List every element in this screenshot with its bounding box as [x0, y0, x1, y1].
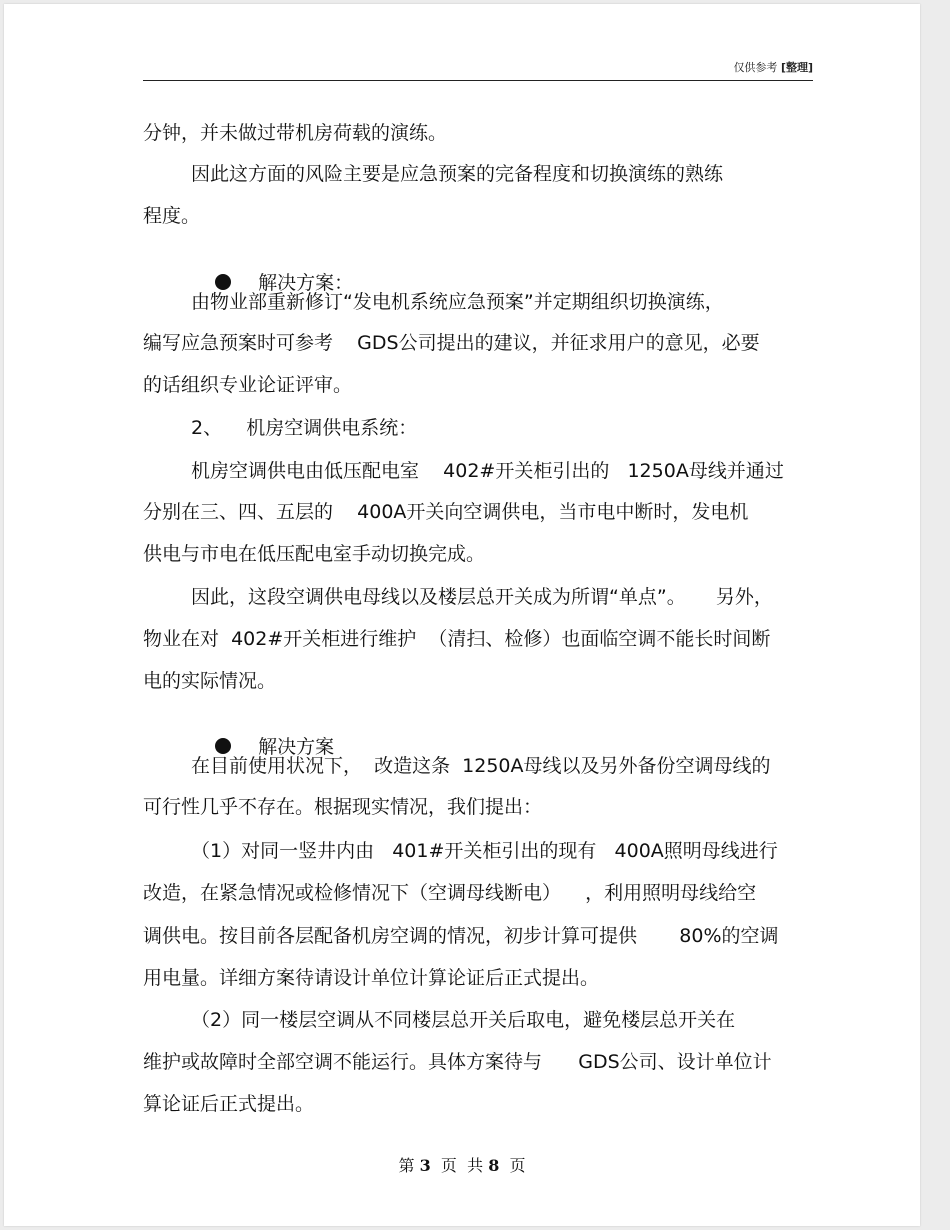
page-footer: [4, 1156, 920, 1176]
bullet-dot-icon: [215, 274, 231, 290]
text-line: 因此这方面的风险主要是应急预案的完备程度和切换演练的熟练: [191, 163, 724, 185]
footer-suffix: 页: [509, 1156, 526, 1175]
text-line: 机房空调供电由低压配电室 402#开关柜引出的 1250A母线并通过: [191, 460, 784, 482]
text-line: 算论证后正式提出。: [143, 1093, 315, 1115]
text-line: 用电量。详细方案待请设计单位计算论证后正式提出。: [143, 967, 600, 989]
text-line: （2）同一楼层空调从不同楼层总开关后取电，避免楼层总开关在: [191, 1009, 736, 1031]
text-line: （1）对同一竖井内由 401#开关柜引出的现有 400A照明母线进行: [191, 840, 778, 862]
text-line: 物业在对 402#开关柜进行维护 （清扫、检修）也面临空调不能长时间断: [143, 628, 771, 650]
text-line: 改造，在紧急情况或检修情况下（空调母线断电） ，利用照明母线给空: [143, 882, 757, 904]
text-line: 可行性几乎不存在。根据现实情况，我们提出：: [143, 796, 543, 818]
text-line: 在目前使用状况下， 改造这条 1250A母线以及另外备份空调母线的: [191, 755, 771, 777]
footer-total-pages: 8: [488, 1156, 500, 1175]
text-line: 调供电。按目前各层配备机房空调的情况，初步计算可提供 80%的空调: [143, 925, 779, 947]
footer-prefix: 第: [398, 1156, 415, 1175]
text-line: 编写应急预案时可参考 GDS公司提出的建议，并征求用户的意见，必要: [143, 332, 760, 354]
bullet-item: [191, 711, 335, 758]
section-heading: 2、 机房空调供电系统：: [191, 417, 418, 439]
text-line: 电的实际情况。: [143, 670, 277, 692]
text-line: 的话组织专业论证评审。: [143, 374, 353, 396]
bullet-text: 解决方案：: [258, 272, 354, 294]
document-page: [4, 4, 920, 1226]
text-line: 供电与市电在低压配电室手动切换完成。: [143, 543, 486, 565]
bullet-text: 解决方案: [258, 736, 335, 758]
header-tag: [整理]: [780, 61, 813, 74]
header-text: 仅供参考: [733, 61, 778, 74]
text-line: 程度。: [143, 205, 201, 227]
bullet-item: [191, 247, 354, 294]
text-line: 因此，这段空调供电母线以及楼层总开关成为所谓“单点”。 另外，: [191, 586, 773, 608]
footer-page-number: 3: [419, 1156, 431, 1175]
text-line: 分别在三、四、五层的 400A开关向空调供电，当市电中断时，发电机: [143, 501, 749, 523]
footer-middle: 页 共: [440, 1156, 484, 1175]
bullet-dot-icon: [215, 738, 231, 754]
text-line: 由物业部重新修订“发电机系统应急预案”并定期组织切换演练，: [191, 291, 724, 313]
page-header: [143, 60, 813, 81]
text-line: 维护或故障时全部空调不能运行。具体方案待与 GDS公司、设计单位计: [143, 1051, 772, 1073]
text-line: 分钟，并未做过带机房荷载的演练。: [143, 122, 448, 144]
